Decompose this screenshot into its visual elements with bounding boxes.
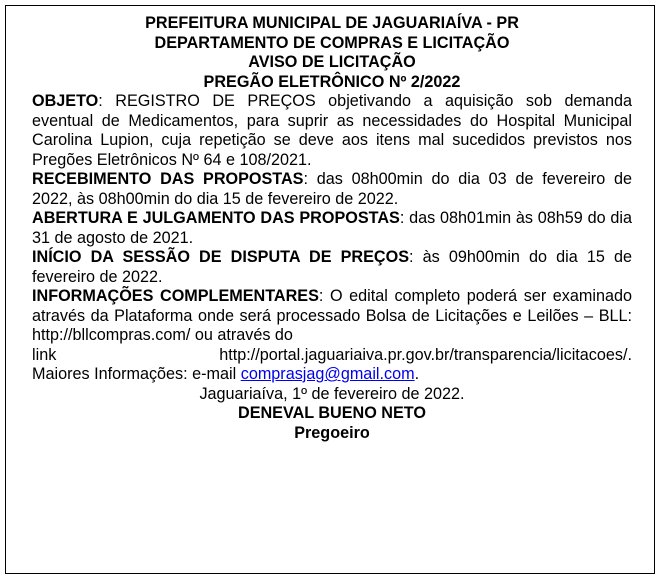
inicio-paragraph: [32, 248, 632, 287]
informacoes-text: : O edital completo poderá ser examinado através da Plataforma onde será processado Bolsa de Licitações e Leilões – BLL: http://bllcompras.com/ ou através do: [32, 287, 632, 344]
signer-name: DENEVAL BUENO NETO: [238, 404, 426, 422]
contact-prefix: Maiores Informações: e-mail: [32, 365, 241, 383]
informacoes-label: INFORMAÇÕES COMPLEMENTARES: [32, 287, 319, 305]
portal-url: http://portal.jaguariaiva.pr.gov.br/transparencia/licitacoes/.: [219, 345, 632, 364]
objeto-paragraph: [32, 92, 632, 170]
header-department: DEPARTAMENTO DE COMPRAS E LICITAÇÃO: [154, 33, 510, 52]
link-word: link: [32, 345, 57, 364]
inicio-text: : às 09h00min do dia 15 de fevereiro de 2022.: [32, 248, 633, 286]
abertura-paragraph: [32, 209, 632, 248]
contact-suffix: .: [414, 365, 420, 383]
notice-header: [32, 14, 632, 92]
contact-line: [32, 365, 632, 385]
objeto-text: : REGISTRO DE PREÇOS objetivando a aquisição sob demanda eventual de Medicamentos, para suprir as necessidades do Hospital Municipal Carolina Lupion, cuja repetição se deve aos itens mal sucedidos previstos nos Pregões Eletrônicos Nº 64 e 108/2021.: [32, 92, 632, 169]
header-pregao-number: PREGÃO ELETRÔNICO Nº 2/2022: [203, 72, 461, 91]
objeto-label: OBJETO: [32, 92, 99, 110]
inicio-label: INÍCIO DA SESSÃO DE DISPUTA DE PREÇOS: [32, 248, 409, 266]
header-municipality: PREFEITURA MUNICIPAL DE JAGUARIAÍVA - PR: [145, 14, 519, 32]
recebimento-label: RECEBIMENTO DAS PROPOSTAS: [32, 170, 304, 188]
recebimento-text: : das 08h00min do dia 03 de fevereiro de 2022, às 08h00min do dia 15 de fevereiro de 2022.: [32, 170, 632, 208]
informacoes-paragraph: [32, 287, 632, 346]
abertura-label: ABERTURA E JULGAMENTO DAS PROPOSTAS: [32, 209, 400, 227]
place-date: Jaguariaíva, 1º de fevereiro de 2022.: [199, 384, 465, 403]
recebimento-paragraph: [32, 170, 632, 209]
abertura-text: : das 08h01min às 08h59 do dia 31 de agosto de 2021.: [32, 209, 632, 247]
licitacao-notice: [5, 5, 655, 574]
portal-line: [32, 346, 632, 366]
header-notice-type: AVISO DE LICITAÇÃO: [248, 53, 416, 71]
email-link[interactable]: comprasjag@gmail.com: [240, 365, 415, 383]
signer-role: Pregoeiro: [294, 423, 370, 442]
